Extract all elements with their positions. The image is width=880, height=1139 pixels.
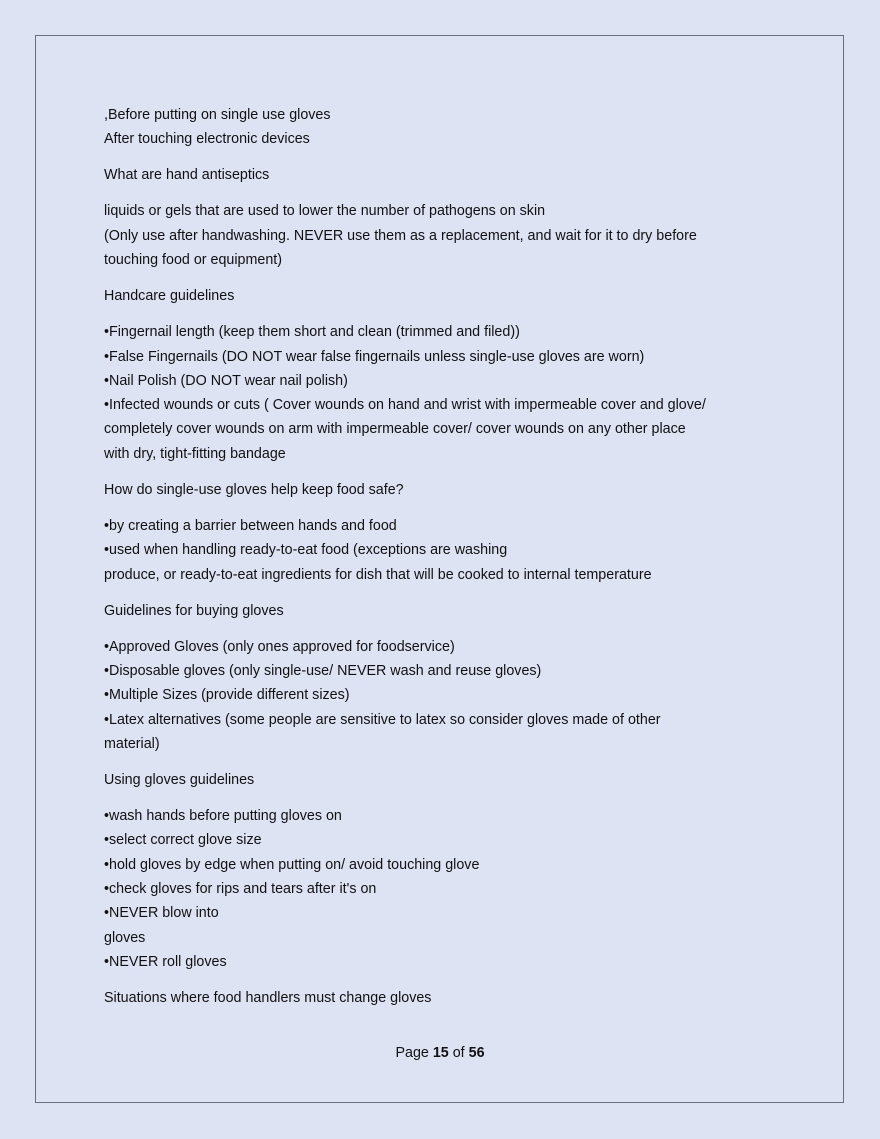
paragraph [104, 320, 804, 466]
text-line: •Multiple Sizes (provide different sizes) [104, 687, 350, 704]
text-line: completely cover wounds on arm with impermeable cover/ cover wounds on any other place [104, 421, 686, 438]
paragraph [104, 804, 804, 974]
text-line: •Disposable gloves (only single-use/ NEVER wash and reuse gloves) [104, 663, 542, 680]
paragraph [104, 514, 804, 587]
text-line: Using gloves guidelines [104, 772, 255, 788]
text-line: •hold gloves by edge when putting on/ avoid touching glove [104, 856, 480, 873]
text-line: •Fingernail length (keep them short and clean (trimmed and filed)) [104, 324, 520, 341]
text-line: •NEVER roll gloves [104, 953, 227, 970]
text-line: •Infected wounds or cuts ( Cover wounds on hand and wrist with impermeable cover and glove/ [104, 397, 706, 414]
text-line: ,Before putting on single use gloves [104, 107, 331, 123]
text-line: •wash hands before putting gloves on [104, 808, 342, 825]
text-line: •NEVER blow into [104, 905, 219, 922]
text-line: After touching electronic devices [104, 131, 310, 148]
text-line: •Approved Gloves (only ones approved for foodservice) [104, 638, 455, 655]
paragraph [104, 986, 804, 1010]
paragraph [104, 478, 804, 502]
text-line: Handcare guidelines [104, 288, 235, 305]
text-line: •check gloves for rips and tears after it's on [104, 880, 377, 897]
paragraph [104, 199, 804, 272]
paragraph [104, 163, 804, 187]
text-line: •False Fingernails (DO NOT wear false fingernails unless single-use gloves are worn) [104, 348, 645, 365]
text-line: •Nail Polish (DO NOT wear nail polish) [104, 372, 348, 389]
paragraph [104, 635, 804, 756]
text-line: liquids or gels that are used to lower the number of pathogens on skin [104, 203, 546, 220]
text-line: Guidelines for buying gloves [104, 602, 284, 619]
paragraph [104, 599, 804, 623]
of-label: of [452, 1045, 465, 1061]
text-line: •select correct glove size [104, 832, 262, 849]
text-line: produce, or ready-to-eat ingredients for dish that will be cooked to internal temperature [104, 566, 652, 583]
document-body [104, 103, 804, 1022]
text-line: material) [104, 735, 160, 752]
text-line: •by creating a barrier between hands and food [104, 517, 397, 534]
text-line: •Latex alternatives (some people are sensitive to latex so consider gloves made of other [104, 711, 661, 728]
current-page: 15 [432, 1045, 449, 1061]
text-line: with dry, tight-fitting bandage [104, 445, 286, 462]
page-footer [0, 1045, 880, 1061]
text-line: •used when handling ready-to-eat food (exceptions are washing [104, 542, 508, 559]
text-line: What are hand antiseptics [104, 167, 270, 184]
paragraph [104, 103, 804, 152]
paragraph [104, 768, 804, 792]
text-line: touching food or equipment) [104, 252, 283, 269]
paragraph [104, 284, 804, 308]
page-label: Page [395, 1045, 429, 1061]
total-pages: 56 [468, 1045, 485, 1061]
text-line: How do single-use gloves help keep food safe? [104, 481, 404, 498]
text-line: Situations where food handlers must change gloves [104, 989, 432, 1006]
text-line: gloves [104, 929, 146, 946]
text-line: (Only use after handwashing. NEVER use them as a replacement, and wait for it to dry before [104, 227, 697, 244]
